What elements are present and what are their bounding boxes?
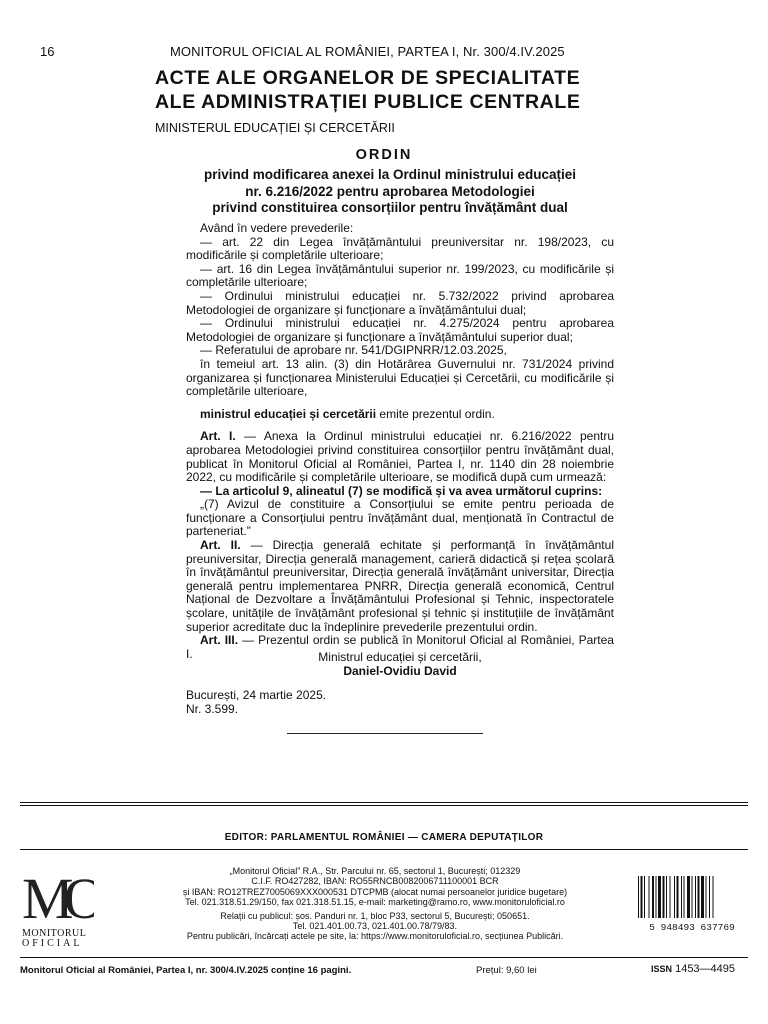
public-relations-line: Pentru publicări, încărcați actele pe site, la: https://www.monitoruloficial.ro, secțiunea Publicări. <box>186 931 564 942</box>
preamble-paragraph: — Referatului de aprobare nr. 541/DGIPNRR/12.03.2025, <box>200 343 507 358</box>
page-number: 16 <box>40 44 55 59</box>
section-title <box>155 66 675 114</box>
section-title-line: ALE ADMINISTRAȚIEI PUBLICE CENTRALE <box>155 91 581 113</box>
order-body <box>186 222 614 661</box>
publisher-address <box>110 866 640 908</box>
article-3-label: Art. III. <box>200 633 239 648</box>
preamble-paragraph: — art. 16 din Legea învățământului superior nr. 199/2023, cu modificările și completările ulterioare; <box>186 261 614 290</box>
bottom-rule <box>20 957 748 958</box>
section-title-line: ACTE ALE ORGANELOR DE SPECIALITATE <box>155 67 581 89</box>
article-1 <box>186 430 614 484</box>
running-header: MONITORUL OFICIAL AL ROMÂNIEI, PARTEA I, Nr. 300/4.IV.2025 <box>170 44 565 59</box>
footer-rule <box>20 805 748 806</box>
article-1-point <box>186 485 614 499</box>
publisher-line: și IBAN: RO12TREZ7005069XXX000531 DTCPMB (alocat numai persoanelor juridice bugetare) <box>182 886 568 897</box>
issn-label: ISSN <box>651 964 673 974</box>
article-2 <box>186 539 614 634</box>
barcode <box>636 876 748 933</box>
article-3-text: — Prezentul ordin se publică în Monitorul Oficial al României, Partea I. <box>186 633 614 661</box>
order-subtitle-line: nr. 6.216/2022 pentru aprobarea Metodologiei <box>245 183 535 199</box>
monitorul-oficial-logo <box>22 870 94 949</box>
order-number: Nr. 3.599. <box>186 702 239 716</box>
publisher-line: „Monitorul Oficial” R.A., Str. Parcului nr. 65, sectorul 1, București; 012329 <box>229 866 521 876</box>
footer-rule <box>20 802 748 803</box>
order-subtitle <box>160 167 620 217</box>
order-subtitle-line: privind constituirea consorțiilor pentru învățământ dual <box>212 200 568 215</box>
preamble-paragraph: — Ordinului ministrului educației nr. 5.732/2022 privind aprobarea Metodologiei de organizare și funcționare a învățământului dual; <box>186 288 614 317</box>
end-divider <box>287 733 483 734</box>
barcode-digits: 5 948493 637769 <box>649 922 735 933</box>
logo-text-line: OFICIAL <box>22 938 83 949</box>
signatory-role: Ministrul educației și cercetării, <box>318 650 482 664</box>
public-relations <box>110 911 640 942</box>
article-1-text: — Anexa la Ordinul ministrului educației nr. 6.216/2022 pentru aprobarea Metodologiei privind constituirea consorțiilor pentru învățământ dual, publicat în Monitorul Oficial al României, Partea I, nr. 1140 din 28 noiembrie 2022, cu modificările și completările ulterioare, se modifică după cum urmează: <box>186 429 614 485</box>
issn <box>651 963 735 975</box>
place-date-block <box>186 688 326 716</box>
issue-note: Monitorul Oficial al României, Partea I, nr. 300/4.IV.2025 conține 16 pagini. <box>20 965 352 976</box>
mo-logo-icon <box>22 870 94 924</box>
article-1-label: Art. I. <box>200 429 236 444</box>
logo-text-line: MONITORUL <box>22 928 87 939</box>
svg-text:MO: MO <box>22 870 94 924</box>
place-date: București, 24 martie 2025. <box>186 688 327 702</box>
preamble-paragraph: în temeiul art. 13 alin. (3) din Hotărârea Guvernului nr. 731/2024 privind organizarea și funcționarea Ministerului Educației și Cercetării, cu modificările și completările ulterioare, <box>186 356 614 399</box>
signature-block <box>186 650 614 678</box>
public-relations-line: Tel. 021.401.00.73, 021.401.00.78/79/83. <box>292 921 458 932</box>
publisher-info <box>110 866 640 942</box>
issn-value: 1453—4495 <box>675 963 736 975</box>
issuing-clause-text: emite prezentul ordin. <box>376 406 495 421</box>
issuing-clause-bold: ministrul educației și cercetării <box>200 406 377 421</box>
preamble-paragraph: — art. 22 din Legea învățământului preuniversitar nr. 198/2023, cu modificările și completările ulterioare; <box>186 234 614 263</box>
signatory-name: Daniel-Ovidiu David <box>343 664 457 678</box>
article-1-quote: „(7) Avizul de constituire a Consorțiului se emite pentru perioada de funcționare a Consorțiului pentru învățământ dual, menționată în Contractul de parteneriat.” <box>186 497 614 539</box>
barcode-icon <box>636 876 748 918</box>
article-1-point-text: — La articolul 9, alineatul (7) se modifică și va avea următorul cuprins: <box>200 483 603 498</box>
article-2-label: Art. II. <box>200 538 241 553</box>
preamble-paragraph: Având în vedere prevederile: <box>200 221 354 235</box>
order-title: ORDIN <box>355 147 413 163</box>
publisher-line: C.I.F. RO427282, IBAN: RO55RNCB0082006711100001 BCR <box>251 876 499 887</box>
public-relations-line: Relații cu publicul: șos. Panduri nr. 1, bloc P33, sectorul 5, București; 050651. <box>220 910 530 921</box>
issuing-clause <box>186 408 614 422</box>
issuing-ministry: MINISTERUL EDUCAȚIEI ȘI CERCETĂRII <box>155 121 395 135</box>
editor-line: EDITOR: PARLAMENTUL ROMÂNIEI — CAMERA DEPUTAȚILOR <box>224 832 544 843</box>
price: Prețul: 9,60 lei <box>476 965 537 976</box>
preamble-paragraph: — Ordinului ministrului educației nr. 4.275/2024 pentru aprobarea Metodologiei de organizare și funcționare a învățământului superior dual; <box>186 316 614 344</box>
order-subtitle-line: privind modificarea anexei la Ordinul ministrului educației <box>203 167 577 182</box>
editor-rule <box>20 849 748 850</box>
article-2-text: — Direcția generală echitate și performanță în învățământul preuniversitar, Direcția generală management, carieră didactică și rețea școlară în învățământul preuniversitar, Direcția generală învățământ universitar, Direcția generală pentru implementarea PNRR, Direcția generală economică, Centrul Național de Dezvoltare a Învățământului Profesional și Tehnic, inspectoratele școlare, unitățile de învățământ profesional și tehnic și instituțiile de învățământ superior acreditate duc la îndeplinire prevederile prezentului ordin. <box>186 538 614 634</box>
publisher-line: Tel. 021.318.51.29/150, fax 021.318.51.15, e-mail: marketing@ramo.ro, www.monitoruloficial.ro <box>185 897 565 908</box>
